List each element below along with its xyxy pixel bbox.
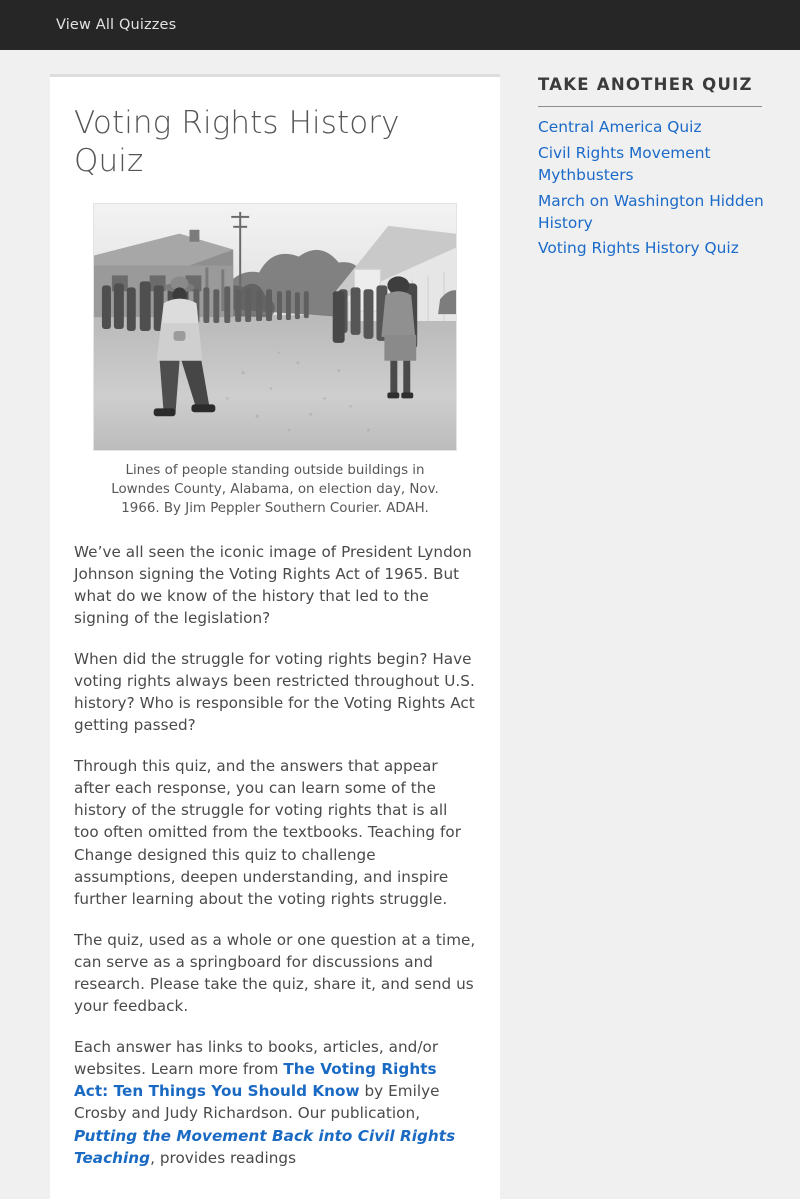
list-item: [538, 191, 764, 235]
paragraph-5-text-middle: by Emilye Crosby and Judy Richardson. Our publication,: [74, 1082, 440, 1123]
paragraph-1: [74, 541, 476, 630]
article-card: [50, 74, 500, 1199]
list-item: [538, 238, 764, 260]
article-figure: [74, 203, 476, 519]
sidebar-quiz-list: [538, 117, 764, 260]
sidebar-item-voting-rights-history-quiz[interactable]: Voting Rights History Quiz: [538, 239, 739, 258]
sidebar-item-central-america-quiz[interactable]: Central America Quiz: [538, 118, 702, 136]
article-body: [74, 541, 476, 1170]
top-navigation-bar: [0, 0, 800, 50]
paragraph-5-text-tail: , provides readings: [150, 1148, 297, 1167]
list-item: [538, 117, 764, 139]
paragraph-3: [74, 755, 476, 911]
sidebar-heading: TAKE ANOTHER QUIZ: [538, 75, 762, 107]
list-item: [538, 143, 764, 187]
sidebar-item-civil-rights-movement-mythbusters[interactable]: Civil Rights Movement Mythbusters: [538, 143, 711, 184]
page-body: [0, 50, 800, 1199]
sidebar-item-march-on-washington-hidden-history[interactable]: March on Washington Hidden History: [538, 191, 764, 232]
view-all-quizzes-link[interactable]: View All Quizzes: [56, 16, 177, 33]
paragraph-4-text: The quiz, used as a whole or one question at a time, can serve as a springboard for discussions and research. Please take the quiz, share it, and send us your feedback.: [74, 930, 476, 1016]
paragraph-2-text: When did the struggle for voting rights begin? Have voting rights always been restricted throughout U.S. history? Who is responsible for the Voting Rights Act getting passed?: [74, 649, 475, 735]
paragraph-5-text-lead: Each answer has links to books, articles, and/or websites. Learn more from: [74, 1037, 439, 1078]
figure-caption: Lines of people standing outside buildings in Lowndes County, Alabama, on election day, Nov. 1966. By Jim Peppler Southern Courier. ADAH.: [111, 462, 439, 517]
historical-photo: [93, 203, 457, 451]
page-title: Voting Rights History Quiz: [74, 105, 400, 179]
paragraph-1-text: We’ve all seen the iconic image of President Lyndon Johnson signing the Voting Rights Act of 1965. But what do we know of the history that led to the signing of the legislation?: [74, 542, 472, 628]
putting-the-movement-back-link[interactable]: Putting the Movement Back into Civil Rights Teaching: [74, 1126, 456, 1167]
voting-rights-act-ten-things-link[interactable]: The Voting Rights Act: Ten Things You Should Know: [74, 1059, 437, 1101]
paragraph-3-text: Through this quiz, and the answers that appear after each response, you can learn some of the history of the struggle for voting rights that is all too often omitted from the textbooks. Teaching for Change designed this quiz to challenge assumptions, deepen understanding, and inspire further learning about the voting rights struggle.: [74, 756, 462, 909]
paragraph-4: [74, 929, 476, 1018]
paragraph-5: [74, 1036, 476, 1170]
sidebar: [538, 74, 764, 264]
paragraph-2: [74, 648, 476, 737]
